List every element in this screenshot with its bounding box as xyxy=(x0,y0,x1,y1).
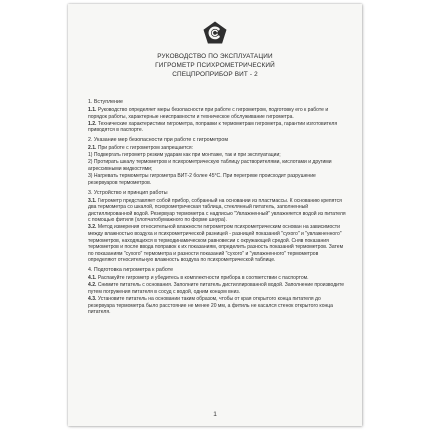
header-device-type: ГИГРОМЕТР ПСИХРОМЕТРИЧЕСКИЙ xyxy=(155,62,275,69)
paragraph xyxy=(88,159,346,172)
paragraph-number: 1.1. xyxy=(88,107,97,114)
page-number: 1 xyxy=(213,411,217,418)
document-header xyxy=(68,52,362,79)
paragraph-number: 3.2. xyxy=(88,224,97,231)
paragraph-number: 3.1. xyxy=(88,197,97,204)
paragraph-number: 4.2. xyxy=(88,282,97,289)
paragraph-number: 1.2. xyxy=(88,120,97,127)
paragraph xyxy=(88,282,346,295)
section-title: 3. Устройство и принцип работы xyxy=(88,189,168,196)
paragraph-text: Технические характеристики гигрометра, поправки к термометрам гигрометра, гарантии изготовителя приводятся в паспорте. xyxy=(88,120,338,134)
header-title: РУКОВОДСТВО ПО ЭКСПЛУАТАЦИИ xyxy=(157,53,273,60)
paragraph-text: Установите питатель на основании таким образом, чтобы от края открытого конца питателя до резервуара термометра было расстояние не менее 20 мм, а фитиль не касался стенок открытого конца питателя. xyxy=(88,296,333,316)
paragraph-text: Распакуйте гигрометр и убедитесь в комплектности прибора в соответствии с паспортом. xyxy=(96,275,309,282)
paragraph-text: При работе с гигрометром запрещается: xyxy=(96,145,194,152)
section-title: 4. Подготовка гигрометра к работе xyxy=(88,267,174,274)
paragraph-number: 4.1. xyxy=(88,275,97,282)
section-title: 1. Вступление xyxy=(88,99,123,105)
paragraph xyxy=(88,224,346,263)
paragraph-text: 2) Протирать шкалу термометров и психрометрическую таблицу растворителями, кислотами и другими агрессивными жидкостями; xyxy=(88,159,332,173)
paragraph-text: Метод измерения относительной влажности гигрометром психрометрическим основан на зависимости между влажностью воздуха и психрометрической разницей - разницей показаний "сухого" и "увлажненного" термометров, находящихся в термодинамическом равновесии с окружающей средой. Сняв показания термометров и после ввода поправок к их показаниям, определить разность показаний термометров. Затем по показаниям "сухого" термометра и разности показаний "сухого" и "увлажненного" термометров определяют относительную влажность воздуха по психрометрической таблице. xyxy=(88,224,344,264)
document-body xyxy=(88,99,346,316)
paragraph-text: Гигрометр представляет собой прибор, собранный на основании из пластмассы. К основанию крепятся два термометра со шкалой, психрометрическая таблица, стеклянный питатель, заполненный дистиллированной водой. Резервуар термометра с надписью "Увлажненный" увлажняется водой из питателя с помощью фитиля (хлопчатобумажного по форме шнура). xyxy=(88,197,346,224)
paragraph xyxy=(88,145,346,152)
paragraph-text: 1) Подвергать гигрометр резким ударам как при монтаже, так и при эксплуатации; xyxy=(88,152,281,159)
paragraph xyxy=(88,107,346,120)
paragraph xyxy=(88,173,346,186)
header-model: СПЕЦПРОПРИБОР ВИТ - 2 xyxy=(172,71,258,78)
document-page xyxy=(68,4,362,426)
paragraph-number: 2.1. xyxy=(88,145,97,152)
paragraph xyxy=(88,121,346,134)
paragraph-text: Снимите питатель с основания. Заполните питатель дистиллированной водой. Заполнение производите путем погружения питателя в сосуд с водой, одним концом вниз. xyxy=(88,282,345,295)
paragraph xyxy=(88,198,346,224)
paragraph-number: 4.3. xyxy=(88,296,97,303)
section-title: 2. Указание мер безопасности при работе с гигрометром xyxy=(88,137,228,144)
paragraph xyxy=(88,275,346,282)
paragraph xyxy=(88,152,346,159)
standard-mark-icon xyxy=(202,20,228,46)
paragraph-text: Руководство определяет меры безопасности при работе с гигрометром, подготовку его к работе и порядок работы, характерные неисправности и техническое обслуживание гигрометра. xyxy=(88,107,329,120)
paragraph xyxy=(88,296,346,316)
paragraph-text: 3) Нагревать термометры гигрометра ВИТ-2 более 45°С. При перегреве происходит разрушение резервуаров термометров. xyxy=(88,173,316,186)
